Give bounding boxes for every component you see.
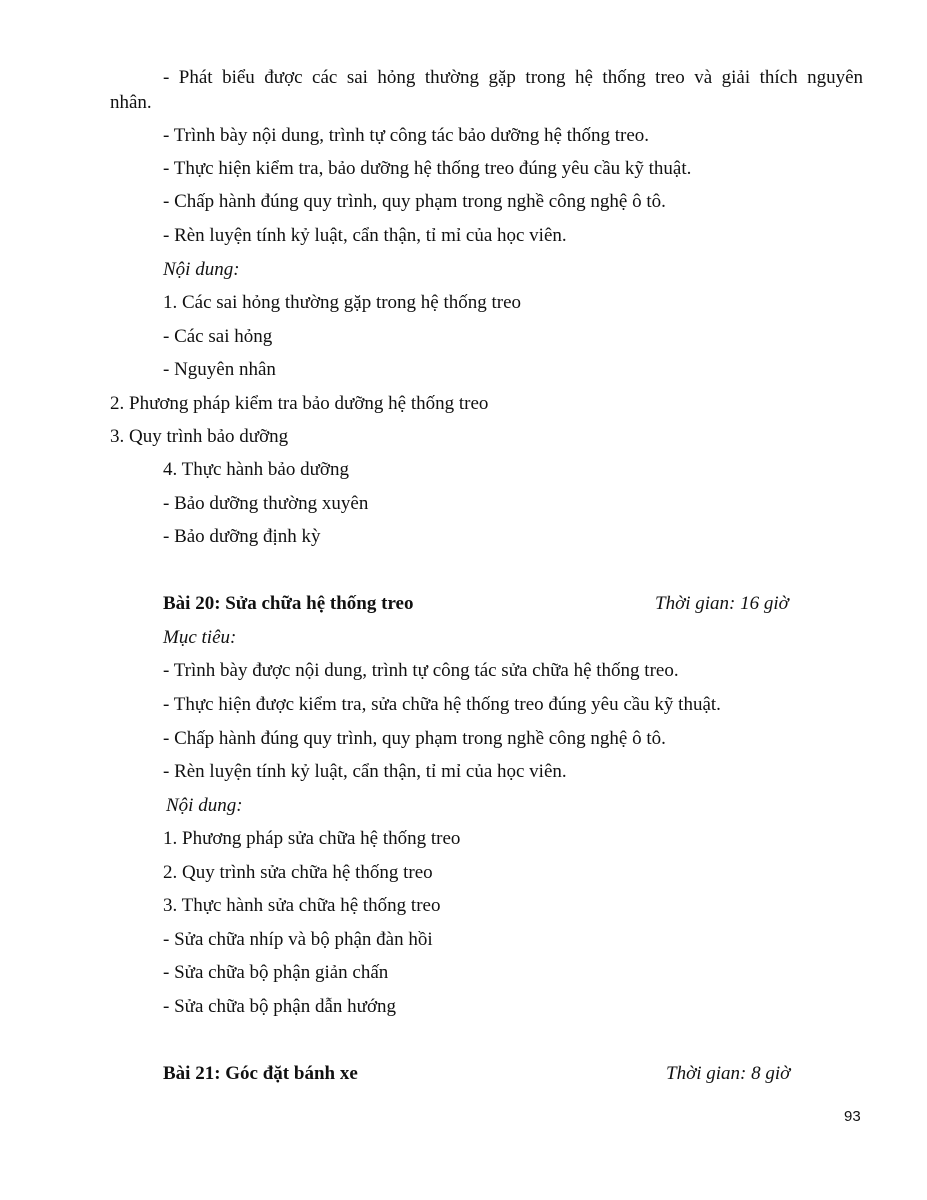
content-item: - Bảo dưỡng định kỳ <box>163 526 321 547</box>
content-item: - Bảo dưỡng thường xuyên <box>163 493 369 514</box>
content-item: - Sửa chữa bộ phận giản chấn <box>163 962 389 983</box>
content-item: - Sửa chữa nhíp và bộ phận đàn hồi <box>163 929 433 950</box>
content-label: Nội dung: <box>163 259 240 280</box>
intro-item: - Trình bày nội dung, trình tự công tác bảo dưỡng hệ thống treo. <box>163 125 650 146</box>
content-item: 2. Phương pháp kiểm tra bảo dưỡng hệ thống treo <box>110 393 489 414</box>
content-label: Nội dung: <box>166 795 243 816</box>
objective-item: - Trình bày được nội dung, trình tự công tác sửa chữa hệ thống treo. <box>163 660 679 681</box>
content-item: 2. Quy trình sửa chữa hệ thống treo <box>163 862 433 883</box>
lesson-21-time: Thời gian: 8 giờ <box>666 1063 791 1084</box>
objectives-label: Mục tiêu: <box>163 627 237 648</box>
lesson-21-title: Bài 21: Góc đặt bánh xe <box>163 1063 358 1084</box>
content-item: 4. Thực hành bảo dưỡng <box>163 459 349 480</box>
objective-item: - Thực hiện được kiểm tra, sửa chữa hệ thống treo đúng yêu cầu kỹ thuật. <box>163 694 721 715</box>
content-item: - Sửa chữa bộ phận dẫn hướng <box>163 996 397 1017</box>
intro-item: - Rèn luyện tính kỷ luật, cẩn thận, tỉ mỉ của học viên. <box>163 225 567 246</box>
intro-line-1: - Phát biểu được các sai hỏng thường gặp trong hệ thống treo và giải thích nguyên <box>163 67 863 88</box>
content-item: 3. Quy trình bảo dưỡng <box>110 426 289 447</box>
intro-item: - Thực hiện kiểm tra, bảo dưỡng hệ thống treo đúng yêu cầu kỹ thuật. <box>163 158 692 179</box>
content-item: - Nguyên nhân <box>163 359 276 380</box>
objective-item: - Rèn luyện tính kỷ luật, cẩn thận, tỉ mỉ của học viên. <box>163 761 567 782</box>
content-item: 1. Các sai hỏng thường gặp trong hệ thống treo <box>163 292 522 313</box>
lesson-20-title: Bài 20: Sửa chữa hệ thống treo <box>163 593 414 614</box>
page-number: 93 <box>844 1108 861 1125</box>
intro-line-1-cont: nhân. <box>110 92 152 113</box>
lesson-20-time: Thời gian: 16 giờ <box>655 593 789 614</box>
content-item: 1. Phương pháp sửa chữa hệ thống treo <box>163 828 461 849</box>
content-item: - Các sai hỏng <box>163 326 273 347</box>
content-item: 3. Thực hành sửa chữa hệ thống treo <box>163 895 441 916</box>
objective-item: - Chấp hành đúng quy trình, quy phạm trong nghề công nghệ ô tô. <box>163 728 666 749</box>
intro-item: - Chấp hành đúng quy trình, quy phạm trong nghề công nghệ ô tô. <box>163 191 666 212</box>
